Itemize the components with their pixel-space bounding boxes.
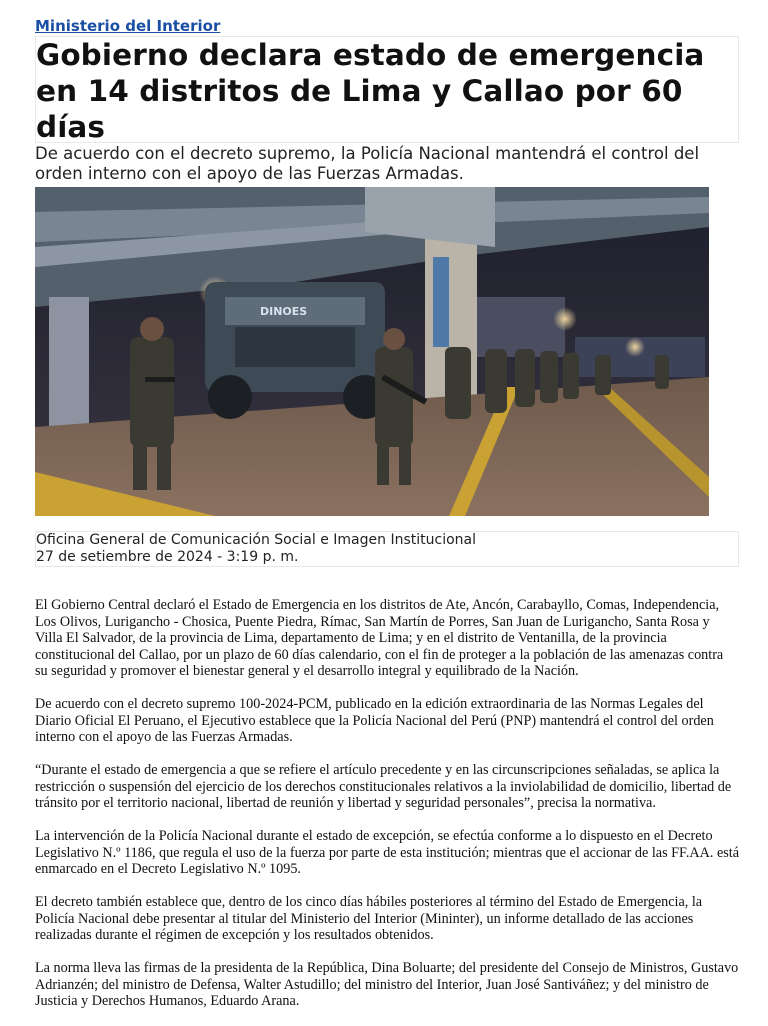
byline-box (35, 531, 739, 567)
publish-date: 27 de setiembre de 2024 - 3:19 p. m. (36, 549, 299, 565)
paragraph: El decreto también establece que, dentro de los cinco días hábiles posteriores al término del Estado de Emergencia, la Policía Nacional debe presentar al titular del Ministerio del Interior (Mininter), un informe detallado de las acciones realizadas durante el régimen de excepción y los resultados obtenidos. (35, 894, 703, 943)
byline-author: Oficina General de Comunicación Social e Imagen Institucional (36, 532, 476, 548)
article (35, 16, 740, 1009)
paragraph: El Gobierno Central declaró el Estado de Emergencia en los distritos de Ate, Ancón, Carabayllo, Comas, Independencia, Los Olivos, Lurigancho - Chosica, Puente Piedra, Rímac, San Martín de Porres, San Juan de Lurigancho, Santa Rosa y Villa El Salvador, de la provincia de Lima, departamento de Lima; y en el distrito de Ventanilla, de la provincia constitucional del Callao, por un plazo de 60 días calendario, con el fin de proteger a la población de las amenazas contra su seguridad y promover el bienestar general y el desarrollo integral y equilibrado de la Nación. (35, 597, 724, 679)
vehicle-label: DINOES (260, 305, 308, 318)
article-body (35, 597, 739, 1026)
photo-illustration (35, 187, 709, 516)
article-photo (35, 187, 709, 516)
paragraph: “Durante el estado de emergencia a que se refiere el artículo precedente y en las circunscripciones señaladas, se aplica la restricción o suspensión del ejercicio de los derechos constitucionales relativos a la inviolabilidad de domicilio, libertad de tránsito por el territorio nacional, libertad de reunión y libertad y seguridad personales”, precisa la normativa. (35, 762, 732, 811)
paragraph: La norma lleva las firmas de la presidenta de la República, Dina Boluarte; del presidente del Consejo de Ministros, Gustavo Adrianzén; del ministro de Defensa, Walter Astudillo; del ministro del Interior, Juan José Santiváñez; y del ministro de Justicia y Derechos Humanos, Eduardo Arana. (35, 960, 739, 1009)
source-link[interactable]: Ministerio del Interior (35, 17, 221, 35)
paragraph: De acuerdo con el decreto supremo 100-2024-PCM, publicado en la edición extraordinaria de las Normas Legales del Diario Oficial El Peruano, el Ejecutivo establece que la Policía Nacional del Perú (PNP) mantendrá el control del orden interno con el apoyo de las Fuerzas Armadas. (35, 696, 714, 745)
headline: Gobierno declara estado de emergencia en 14 distritos de Lima y Callao por 60 días (36, 38, 705, 143)
paragraph: La intervención de la Policía Nacional durante el estado de excepción, se efectúa conforme a lo dispuesto en el Decreto Legislativo N.º 1186, que regula el uso de la fuerza por parte de esta institución; mientras que el accionar de las FF.AA. está enmarcado en el Decreto Legislativo N.º 1095. (35, 828, 740, 877)
title-box (35, 36, 739, 143)
subheadline: De acuerdo con el decreto supremo, la Policía Nacional mantendrá el control del orden interno con el apoyo de las Fuerzas Armadas. (35, 144, 700, 183)
